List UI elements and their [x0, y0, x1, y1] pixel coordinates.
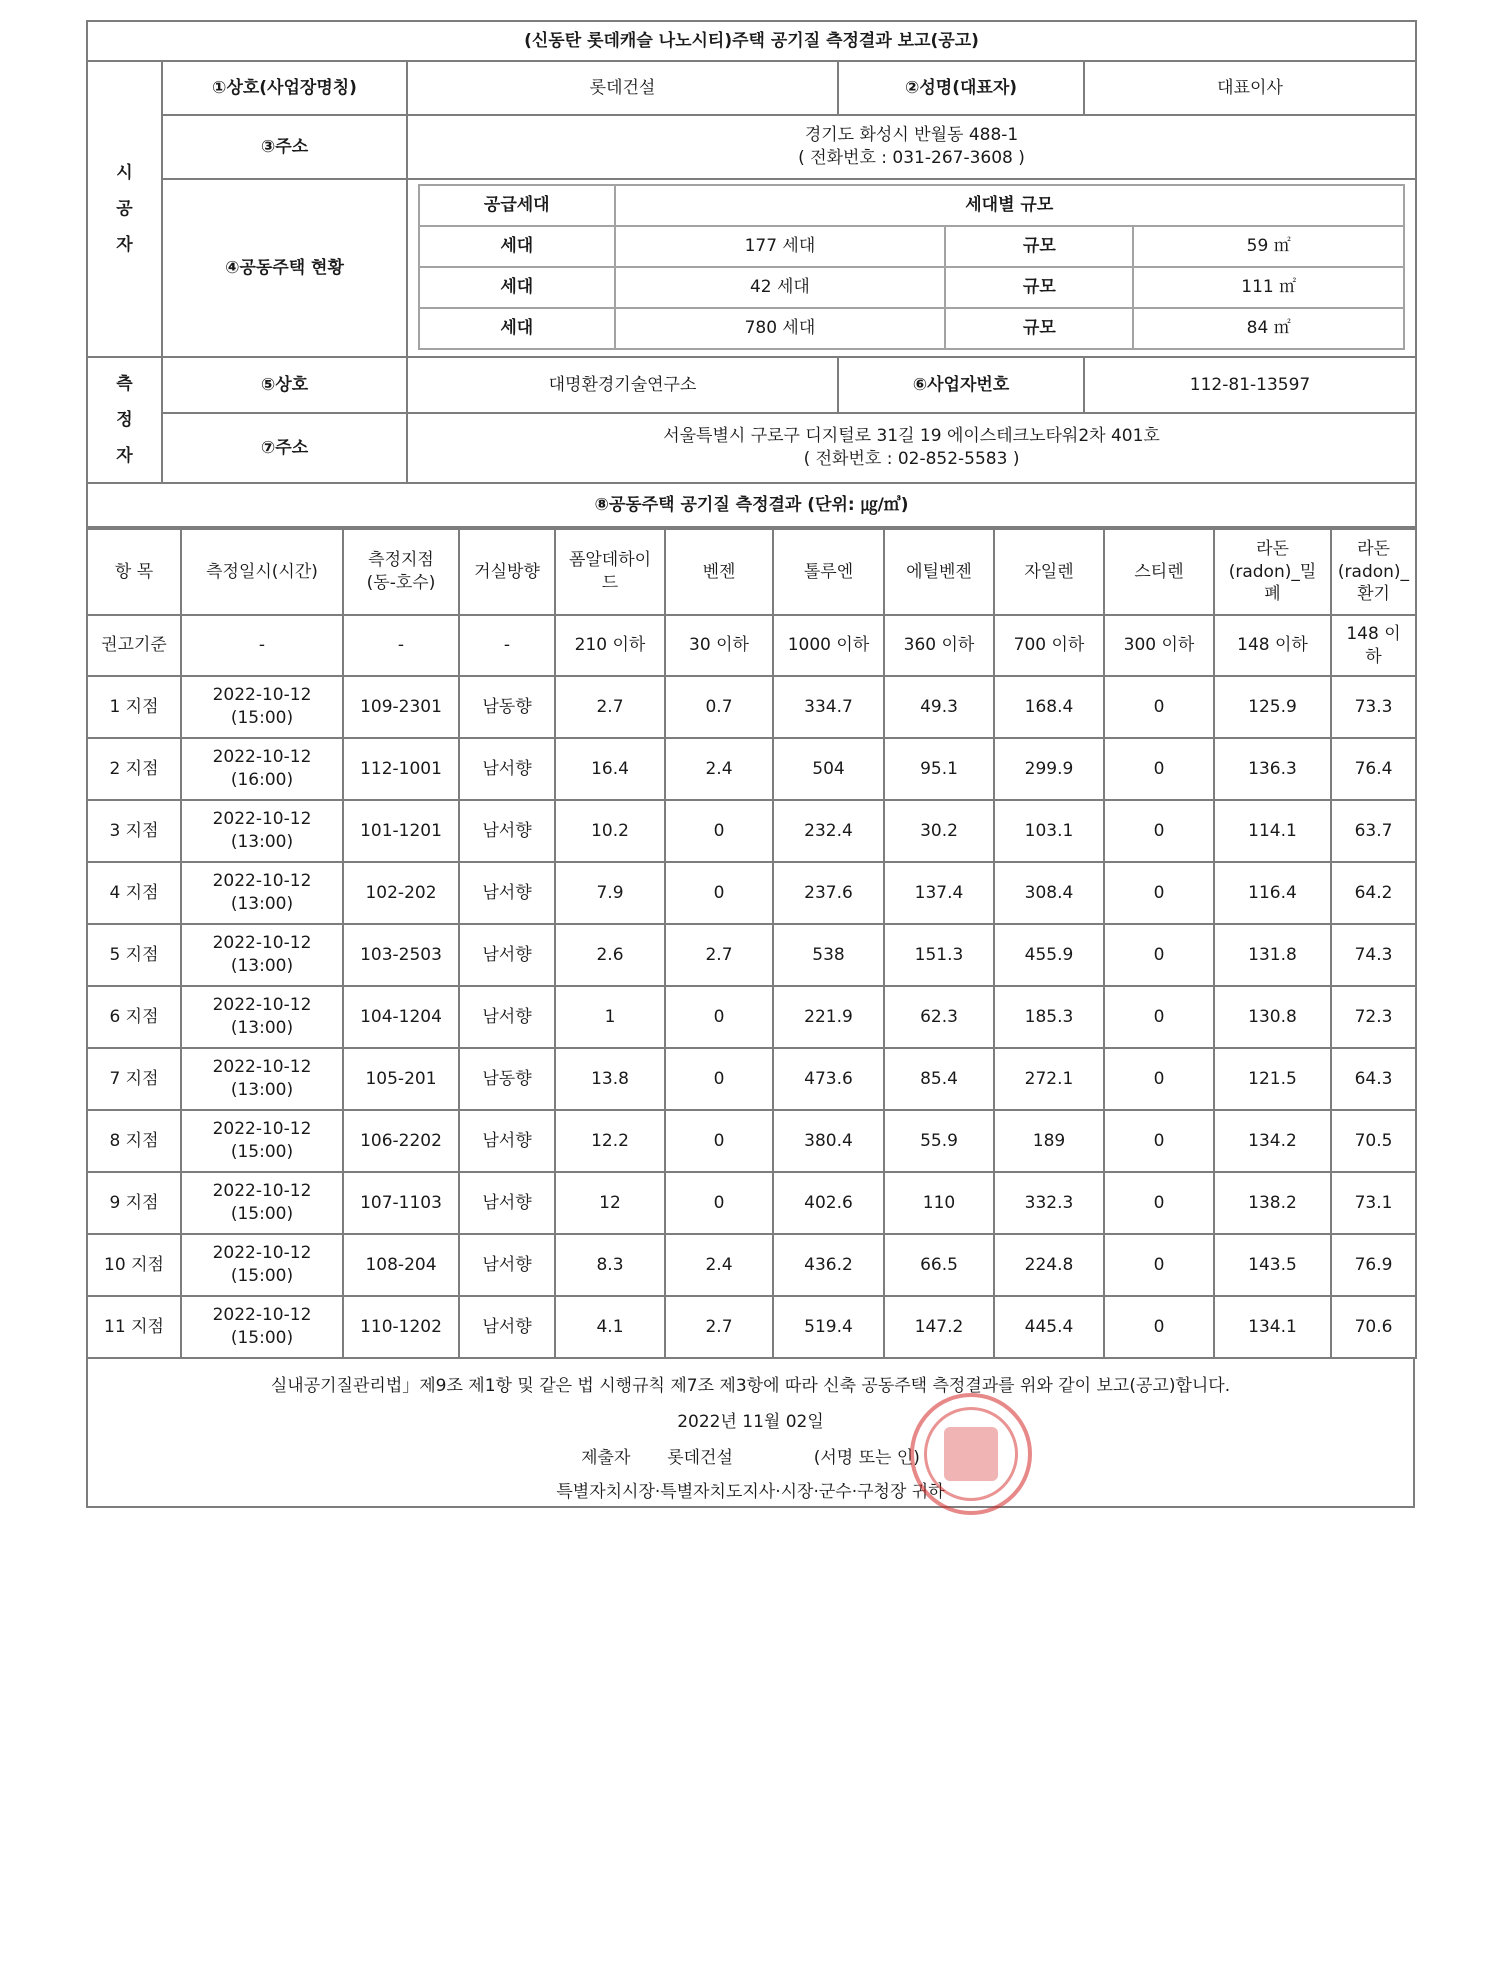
measurement-row	[87, 924, 1416, 986]
measurement-row-cell: 334.7	[773, 676, 884, 738]
measurement-row-cell: 10.2	[555, 800, 665, 862]
measurement-row-cell: 0	[665, 1110, 773, 1172]
representative-label: ②성명(대표자)	[838, 61, 1084, 115]
measurement-row-cell: 473.6	[773, 1048, 884, 1110]
measurement-row-cell: 72.3	[1331, 986, 1416, 1048]
representative-value: 대표이사	[1084, 61, 1416, 115]
measurement-row-cell: 299.9	[994, 738, 1104, 800]
measurement-row-cell: 1	[555, 986, 665, 1048]
measurement-row-cell: 134.1	[1214, 1296, 1331, 1358]
measurer-section-label: 측 정 자	[87, 357, 162, 483]
measurement-row-cell: 0	[1104, 1296, 1214, 1358]
measurer-company-value: 대명환경기술연구소	[407, 357, 838, 413]
measurement-row-cell: 2022-10-12 (15:00)	[181, 1234, 343, 1296]
measurement-row-cell: 137.4	[884, 862, 994, 924]
measurement-row-cell: 0	[665, 1172, 773, 1234]
measurement-row-cell: 13.8	[555, 1048, 665, 1110]
measurement-row-cell: 0	[665, 986, 773, 1048]
measurement-row-cell: 189	[994, 1110, 1104, 1172]
measurement-row-cell: 12.2	[555, 1110, 665, 1172]
measurement-row-cell: 남서향	[459, 924, 555, 986]
measurement-row-cell: 49.3	[884, 676, 994, 738]
measurement-row-cell: 402.6	[773, 1172, 884, 1234]
measurement-row-cell: 2022-10-12 (15:00)	[181, 1296, 343, 1358]
measurement-row-cell: 3 지점	[87, 800, 181, 862]
measurement-row-cell: 232.4	[773, 800, 884, 862]
measurement-row-cell: 2022-10-12 (15:00)	[181, 1110, 343, 1172]
measurement-row-cell: 76.4	[1331, 738, 1416, 800]
measurement-row-cell: 2022-10-12 (13:00)	[181, 924, 343, 986]
measurement-row-cell: 30.2	[884, 800, 994, 862]
measurement-row-cell: 6 지점	[87, 986, 181, 1048]
measurement-row-cell: 116.4	[1214, 862, 1331, 924]
measurement-row-cell: 0.7	[665, 676, 773, 738]
measurement-row-cell: 73.3	[1331, 676, 1416, 738]
results-header-row-cell: 에틸벤젠	[884, 529, 994, 615]
measurement-row-cell: 0	[665, 800, 773, 862]
standard-row-cell: -	[181, 615, 343, 676]
measurement-row-cell: 125.9	[1214, 676, 1331, 738]
standard-row-cell: 300 이하	[1104, 615, 1214, 676]
measurement-row-cell: 221.9	[773, 986, 884, 1048]
constructor-section-label: 시 공 자	[87, 61, 162, 357]
report-date: 2022년 11월 02일	[677, 1412, 824, 1432]
measurement-row-cell: 0	[1104, 1172, 1214, 1234]
measurement-row-cell: 504	[773, 738, 884, 800]
standard-row-cell: 148 이 하	[1331, 615, 1416, 676]
measurement-row-cell: 185.3	[994, 986, 1104, 1048]
measurement-row-cell: 2 지점	[87, 738, 181, 800]
submitter-line	[88, 1443, 1413, 1468]
measurement-row-cell: 64.3	[1331, 1048, 1416, 1110]
measurement-row-cell: 101-1201	[343, 800, 459, 862]
housing-status-box	[407, 179, 1416, 357]
measurement-row-cell: 16.4	[555, 738, 665, 800]
measurement-row-cell: 455.9	[994, 924, 1104, 986]
measurement-row-cell: 332.3	[994, 1172, 1104, 1234]
measurement-row	[87, 1048, 1416, 1110]
measurement-row-cell: 130.8	[1214, 986, 1331, 1048]
standard-row-cell: -	[343, 615, 459, 676]
measurement-row-cell: 2022-10-12 (13:00)	[181, 800, 343, 862]
measurement-row-cell: 76.9	[1331, 1234, 1416, 1296]
measurement-row-cell: 102-202	[343, 862, 459, 924]
measurement-row	[87, 1110, 1416, 1172]
measurement-row-cell: 0	[1104, 1234, 1214, 1296]
measurement-row-cell: 2.7	[555, 676, 665, 738]
measurement-row-cell: 103.1	[994, 800, 1104, 862]
measurement-row-cell: 108-204	[343, 1234, 459, 1296]
measurement-row-cell: 2.4	[665, 738, 773, 800]
standard-row	[87, 615, 1416, 676]
signature-note: (서명 또는 인)	[813, 1448, 920, 1468]
measurement-row-cell: 66.5	[884, 1234, 994, 1296]
business-number-label: ⑥사업자번호	[838, 357, 1084, 413]
standard-row-cell: 30 이하	[665, 615, 773, 676]
measurement-row-cell: 남서향	[459, 1234, 555, 1296]
standard-row-cell: -	[459, 615, 555, 676]
measurement-row	[87, 800, 1416, 862]
measurement-row	[87, 1296, 1416, 1358]
measurement-row-cell: 109-2301	[343, 676, 459, 738]
company-value: 롯데건설	[407, 61, 838, 115]
recipient-line: 특별자치시장·특별자치도지사·시장·군수·구청장 귀하	[556, 1482, 945, 1502]
housing-units-table	[418, 184, 1405, 350]
official-seal-icon	[910, 1393, 1032, 1515]
standard-row-cell: 700 이하	[994, 615, 1104, 676]
measurement-row-cell: 2022-10-12 (15:00)	[181, 676, 343, 738]
measurement-row-cell: 436.2	[773, 1234, 884, 1296]
measurement-row-cell: 남동향	[459, 676, 555, 738]
measurement-row-cell: 105-201	[343, 1048, 459, 1110]
measurement-row-cell: 237.6	[773, 862, 884, 924]
measurement-row-cell: 95.1	[884, 738, 994, 800]
legal-statement: 실내공기질관리법」제9조 제1항 및 같은 법 시행규칙 제7조 제3항에 따라 신축 공동주택 측정결과를 위와 같이 보고(공고)합니다.	[270, 1376, 1231, 1396]
measurement-row-cell: 4.1	[555, 1296, 665, 1358]
measurement-row-cell: 380.4	[773, 1110, 884, 1172]
measurement-row-cell: 11 지점	[87, 1296, 181, 1358]
measurer-address: 서울특별시 구로구 디지털로 31길 19 에이스테크노타워2차 401호 ( 전화번호 : 02-852-5583 )	[407, 413, 1416, 483]
measurement-row-cell: 남서향	[459, 1172, 555, 1234]
measurement-row-cell: 168.4	[994, 676, 1104, 738]
unit-row: 세대 177 세대 규모 59 ㎡	[419, 226, 1404, 267]
measurement-row-cell: 2022-10-12 (15:00)	[181, 1172, 343, 1234]
measurement-row-cell: 5 지점	[87, 924, 181, 986]
measurement-row-cell: 63.7	[1331, 800, 1416, 862]
unit-row: 세대 42 세대 규모 111 ㎡	[419, 267, 1404, 308]
constructor-address: 경기도 화성시 반월동 488-1 ( 전화번호 : 031-267-3608 )	[407, 115, 1416, 179]
measurement-row-cell: 147.2	[884, 1296, 994, 1358]
measurement-row-cell: 70.6	[1331, 1296, 1416, 1358]
standard-row-cell: 148 이하	[1214, 615, 1331, 676]
standard-row-cell: 210 이하	[555, 615, 665, 676]
info-table	[86, 20, 1417, 528]
measurement-row-cell: 1 지점	[87, 676, 181, 738]
measurement-row-cell: 224.8	[994, 1234, 1104, 1296]
measurement-row-cell: 9 지점	[87, 1172, 181, 1234]
measurement-row-cell: 0	[1104, 738, 1214, 800]
measurement-row-cell: 0	[665, 862, 773, 924]
measurement-row-cell: 0	[1104, 924, 1214, 986]
measurement-row-cell: 55.9	[884, 1110, 994, 1172]
measurement-row-cell: 110-1202	[343, 1296, 459, 1358]
measurement-row-cell: 7 지점	[87, 1048, 181, 1110]
measurement-row-cell: 0	[1104, 1110, 1214, 1172]
measurement-row-cell: 114.1	[1214, 800, 1331, 862]
measurement-row	[87, 676, 1416, 738]
address-label: ③주소	[162, 115, 407, 179]
measurement-row	[87, 862, 1416, 924]
report-footer	[86, 1359, 1415, 1508]
measurement-row-cell: 12	[555, 1172, 665, 1234]
measurement-row-cell: 121.5	[1214, 1048, 1331, 1110]
measurement-row-cell: 남서향	[459, 800, 555, 862]
results-header-row-cell: 라돈 (radon)_ 환기	[1331, 529, 1416, 615]
measurement-row-cell: 308.4	[994, 862, 1104, 924]
measurement-row-cell: 272.1	[994, 1048, 1104, 1110]
measurer-address-label: ⑦주소	[162, 413, 407, 483]
business-number-value: 112-81-13597	[1084, 357, 1416, 413]
results-table	[86, 528, 1417, 1359]
results-title: ⑧공동주택 공기질 측정결과 (단위: ㎍/㎥)	[87, 483, 1416, 527]
measurement-row-cell: 7.9	[555, 862, 665, 924]
measurement-row-cell: 445.4	[994, 1296, 1104, 1358]
measurement-row-cell: 103-2503	[343, 924, 459, 986]
measurement-row-cell: 143.5	[1214, 1234, 1331, 1296]
measurement-row-cell: 0	[1104, 862, 1214, 924]
measurement-row-cell: 남서향	[459, 1110, 555, 1172]
measurement-row-cell: 107-1103	[343, 1172, 459, 1234]
supply-header: 공급세대	[419, 185, 615, 226]
submitter-name: 롯데건설	[667, 1448, 733, 1468]
measurement-row	[87, 738, 1416, 800]
measurement-row-cell: 남동향	[459, 1048, 555, 1110]
measurement-row-cell: 0	[1104, 1048, 1214, 1110]
results-header-row-cell: 라돈 (radon)_밀 폐	[1214, 529, 1331, 615]
results-header-row	[87, 529, 1416, 615]
measurement-row-cell: 151.3	[884, 924, 994, 986]
measurement-row-cell: 2.7	[665, 924, 773, 986]
measurement-row	[87, 1234, 1416, 1296]
results-header-row-cell: 톨루엔	[773, 529, 884, 615]
measurement-row-cell: 85.4	[884, 1048, 994, 1110]
measurement-row-cell: 0	[1104, 676, 1214, 738]
standard-row-cell: 권고기준	[87, 615, 181, 676]
measurement-row-cell: 519.4	[773, 1296, 884, 1358]
measurement-row-cell: 538	[773, 924, 884, 986]
measurement-row-cell: 남서향	[459, 1296, 555, 1358]
measurement-row-cell: 8 지점	[87, 1110, 181, 1172]
measurement-row-cell: 131.8	[1214, 924, 1331, 986]
measurement-row-cell: 8.3	[555, 1234, 665, 1296]
measurer-company-label: ⑤상호	[162, 357, 407, 413]
measurement-row-cell: 남서향	[459, 862, 555, 924]
submitter-label: 제출자	[581, 1448, 631, 1468]
measurement-row-cell: 2022-10-12 (13:00)	[181, 1048, 343, 1110]
results-header-row-cell: 스티렌	[1104, 529, 1214, 615]
unit-scale-header: 세대별 규모	[615, 185, 1405, 226]
measurement-row-cell: 2022-10-12 (13:00)	[181, 986, 343, 1048]
measurement-row-cell: 2.4	[665, 1234, 773, 1296]
measurement-row-cell: 74.3	[1331, 924, 1416, 986]
measurement-row-cell: 104-1204	[343, 986, 459, 1048]
measurement-row-cell: 0	[665, 1048, 773, 1110]
results-header-row-cell: 측정지점 (동-호수)	[343, 529, 459, 615]
measurement-row-cell: 2022-10-12 (16:00)	[181, 738, 343, 800]
measurement-row	[87, 1172, 1416, 1234]
measurement-row-cell: 2.6	[555, 924, 665, 986]
measurement-row-cell: 62.3	[884, 986, 994, 1048]
housing-status-label: ④공동주택 현황	[162, 179, 407, 357]
measurement-row	[87, 986, 1416, 1048]
measurement-row-cell: 106-2202	[343, 1110, 459, 1172]
measurement-row-cell: 134.2	[1214, 1110, 1331, 1172]
measurement-row-cell: 138.2	[1214, 1172, 1331, 1234]
measurement-row-cell: 64.2	[1331, 862, 1416, 924]
standard-row-cell: 1000 이하	[773, 615, 884, 676]
results-header-row-cell: 벤젠	[665, 529, 773, 615]
document-title: (신동탄 롯데캐슬 나노시티)주택 공기질 측정결과 보고(공고)	[87, 21, 1416, 61]
measurement-row-cell: 4 지점	[87, 862, 181, 924]
measurement-row-cell: 0	[1104, 986, 1214, 1048]
company-label: ①상호(사업장명칭)	[162, 61, 407, 115]
results-header-row-cell: 항 목	[87, 529, 181, 615]
standard-row-cell: 360 이하	[884, 615, 994, 676]
measurement-row-cell: 136.3	[1214, 738, 1331, 800]
measurement-row-cell: 10 지점	[87, 1234, 181, 1296]
measurement-row-cell: 110	[884, 1172, 994, 1234]
report-sheet	[86, 20, 1415, 1508]
measurement-row-cell: 2.7	[665, 1296, 773, 1358]
results-header-row-cell: 폼알데하이 드	[555, 529, 665, 615]
results-header-row-cell: 측정일시(시간)	[181, 529, 343, 615]
measurement-row-cell: 2022-10-12 (13:00)	[181, 862, 343, 924]
results-header-row-cell: 거실방향	[459, 529, 555, 615]
measurement-row-cell: 남서향	[459, 986, 555, 1048]
measurement-row-cell: 남서향	[459, 738, 555, 800]
measurement-row-cell: 112-1001	[343, 738, 459, 800]
results-header-row-cell: 자일렌	[994, 529, 1104, 615]
unit-row: 세대 780 세대 규모 84 ㎡	[419, 308, 1404, 349]
measurement-row-cell: 70.5	[1331, 1110, 1416, 1172]
measurement-row-cell: 73.1	[1331, 1172, 1416, 1234]
measurement-row-cell: 0	[1104, 800, 1214, 862]
